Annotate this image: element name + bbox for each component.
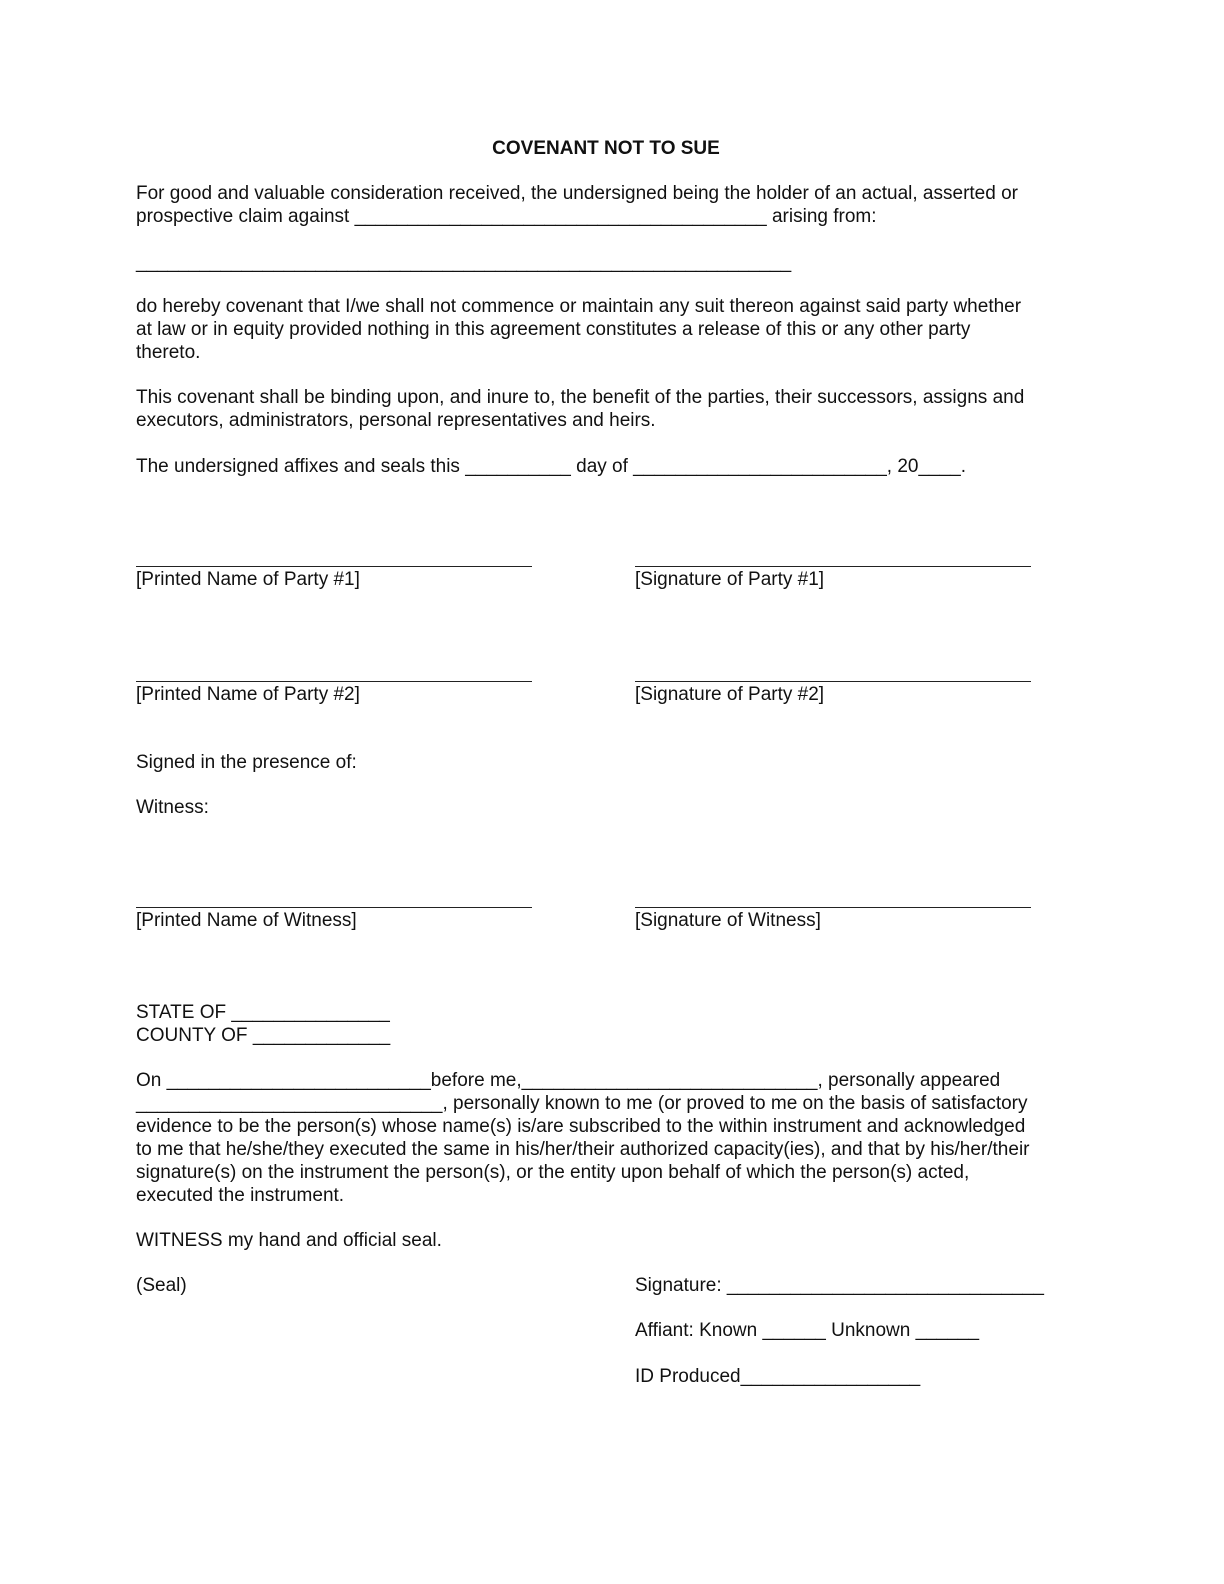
witness-hand-line: WITNESS my hand and official seal. [136, 1230, 442, 1251]
claim-blank-line: ______________________________________________________________ [136, 252, 792, 273]
notary-line-3: evidence to be the person(s) whose name(s) is/are subscribed to the within instrument and acknowledged [136, 1116, 1026, 1137]
notary-line-1: On _________________________before me,____________________________, personally appeared [136, 1070, 1001, 1091]
party2-printed-name-line [136, 681, 532, 682]
witness-signature-line [635, 907, 1031, 908]
notary-line-4: to me that he/she/they executed the same in his/her/their authorized capacity(ies), and that by his/her/their [136, 1139, 1030, 1160]
binding-line-1: This covenant shall be binding upon, and inure to, the benefit of the parties, their successors, assigns and [136, 387, 1025, 408]
intro-line-1: For good and valuable consideration received, the undersigned being the holder of an actual, asserted or [136, 183, 1018, 204]
party2-signature-label: [Signature of Party #2] [635, 684, 825, 705]
affix-line: The undersigned affixes and seals this __________ day of ________________________, 20____. [136, 456, 967, 477]
party1-printed-name-label: [Printed Name of Party #1] [136, 569, 360, 590]
witness-heading: Witness: [136, 797, 209, 818]
notary-line-6: executed the instrument. [136, 1185, 345, 1206]
county-line: COUNTY OF _____________ [136, 1025, 391, 1046]
notary-signature-line: Signature: ______________________________ [635, 1275, 1044, 1296]
covenant-line-3: thereto. [136, 342, 201, 363]
party1-signature-label: [Signature of Party #1] [635, 569, 825, 590]
id-produced-line: ID Produced_________________ [635, 1366, 921, 1387]
witness-printed-name-label: [Printed Name of Witness] [136, 910, 357, 931]
binding-line-2: executors, administrators, personal representatives and heirs. [136, 410, 656, 431]
seal-label: (Seal) [136, 1275, 187, 1296]
party1-signature-line [635, 566, 1031, 567]
party2-printed-name-label: [Printed Name of Party #2] [136, 684, 360, 705]
witness-signature-label: [Signature of Witness] [635, 910, 821, 931]
state-line: STATE OF _______________ [136, 1002, 390, 1023]
affiant-line: Affiant: Known ______ Unknown ______ [635, 1320, 980, 1341]
presence-label: Signed in the presence of: [136, 752, 357, 773]
notary-line-5: signature(s) on the instrument the person(s), or the entity upon behalf of which the person(s) acted, [136, 1162, 970, 1183]
notary-line-2: _____________________________, personally known to me (or proved to me on the basis of satisfactory [136, 1093, 1028, 1114]
covenant-line-2: at law or in equity provided nothing in this agreement constitutes a release of this or any other party [136, 319, 971, 340]
covenant-line-1: do hereby covenant that I/we shall not commence or maintain any suit thereon against said party whether [136, 296, 1022, 317]
intro-line-2: prospective claim against _______________________________________ arising from: [136, 206, 877, 227]
party2-signature-line [635, 681, 1031, 682]
document-title: COVENANT NOT TO SUE [492, 138, 720, 159]
witness-printed-name-line [136, 907, 532, 908]
party1-printed-name-line [136, 566, 532, 567]
